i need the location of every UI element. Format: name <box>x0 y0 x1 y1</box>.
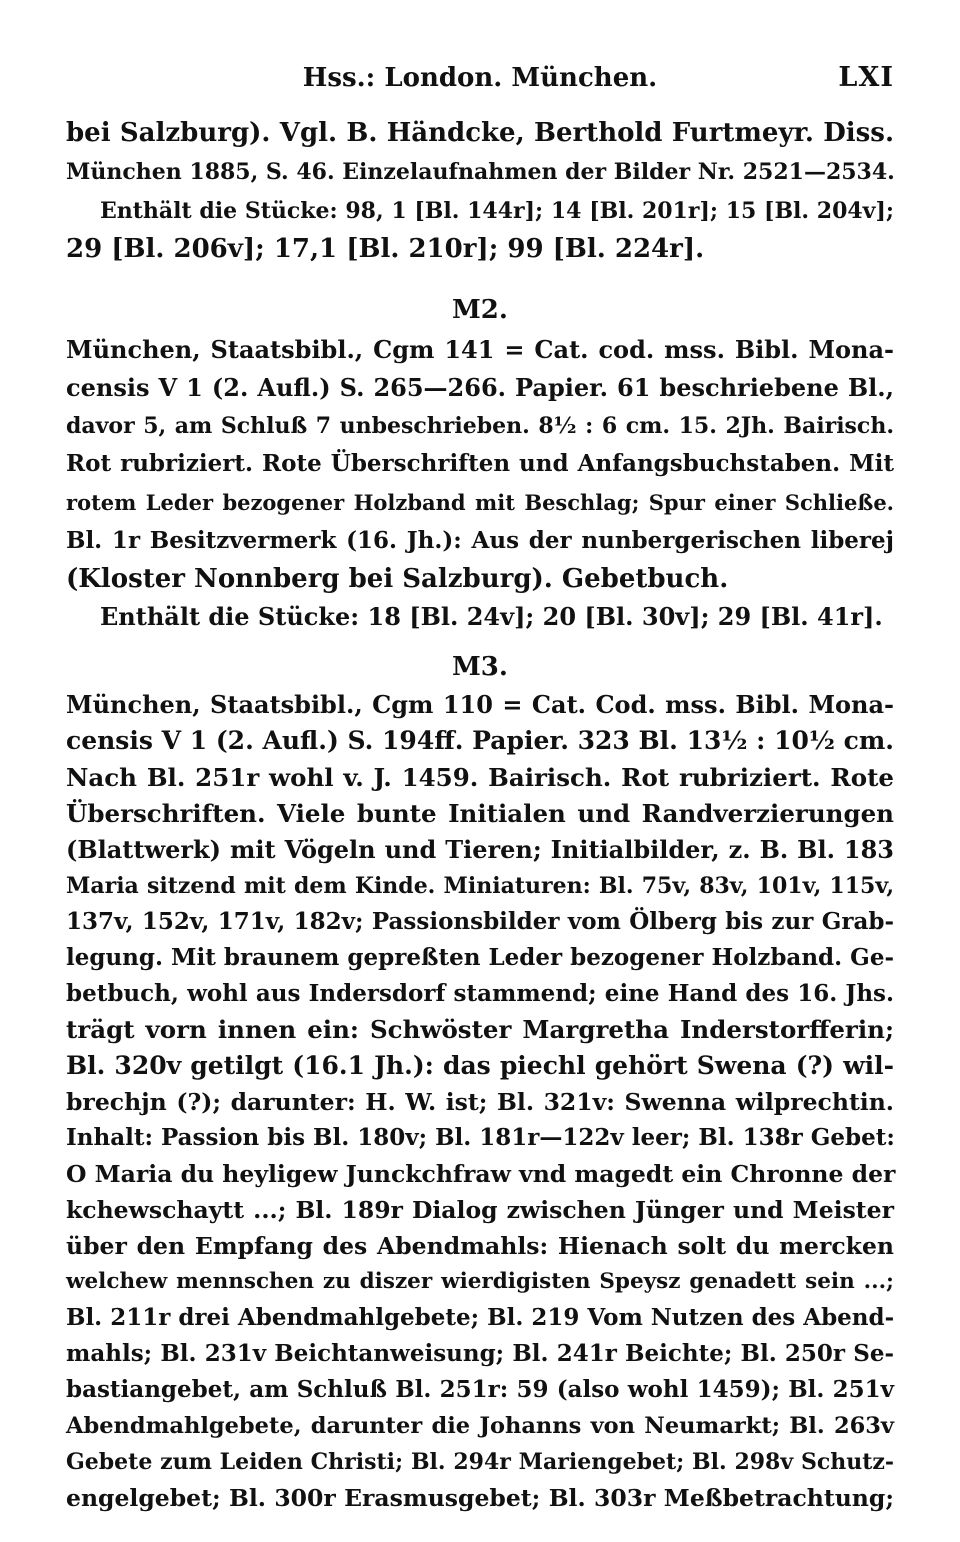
text-line: 29 [Bl. 206v]; 17,1 [Bl. 210r]; 99 [Bl. 224r]. <box>66 234 705 264</box>
text-line: engelgebet; Bl. 300r Erasmusgebet; Bl. 303r Meßbetrachtung; <box>66 1484 894 1512</box>
text-line: censis V 1 (2. Aufl.) S. 194ff. Papier. 323 Bl. 13½ : 10½ cm. <box>66 726 895 755</box>
text-line: Gebete zum Leiden Christi; Bl. 294r Mariengebet; Bl. 298v Schutz- <box>66 1449 894 1475</box>
header-title: Hss.: London. München. <box>302 63 658 93</box>
text-line: davor 5, am Schluß 7 unbeschrieben. 8½ : 6 cm. 15. 2Jh. Bairisch. <box>66 413 894 439</box>
text-line: München, Staatsbibl., Cgm 141 = Cat. cod. mss. Bibl. Mona- <box>66 335 894 364</box>
text-line: kchewschaytt ...; Bl. 189r Dialog zwischen Jünger und Meister <box>66 1196 894 1224</box>
text-line: (Blattwerk) mit Vögeln und Tieren; Initialbilder, z. B. Bl. 183 <box>66 835 894 864</box>
text-line: bastiangebet, am Schluß Bl. 251r: 59 (also wohl 1459); Bl. 251v <box>66 1376 894 1403</box>
page-number: LXI <box>838 62 894 93</box>
section-heading-m2: M2. <box>452 295 508 325</box>
text-line: Inhalt: Passion bis Bl. 180v; Bl. 181r—122v leer; Bl. 138r Gebet: <box>66 1124 895 1151</box>
text-line: censis V 1 (2. Aufl.) S. 265—266. Papier. 61 beschriebene Bl., <box>66 373 894 402</box>
text-line: betbuch, wohl aus Indersdorf stammend; eine Hand des 16. Jhs. <box>66 980 894 1007</box>
text-line: Bl. 1r Besitzvermerk (16. Jh.): Aus der nunbergerischen liberej <box>66 527 894 554</box>
text-line: München 1885, S. 46. Einzelaufnahmen der Bilder Nr. 2521—2534. <box>66 159 895 185</box>
text-line: Enthält die Stücke: 18 [Bl. 24v]; 20 [Bl. 30v]; 29 [Bl. 41r]. <box>100 602 883 631</box>
text-line: Abendmahlgebete, darunter die Johanns von Neumarkt; Bl. 263v <box>66 1413 894 1439</box>
text-line: Bl. 211r drei Abendmahlgebete; Bl. 219 Vom Nutzen des Abend- <box>66 1304 895 1331</box>
text-line: Maria sitzend mit dem Kinde. Miniaturen: Bl. 75v, 83v, 101v, 115v, <box>66 873 894 899</box>
running-header <box>66 58 894 98</box>
text-line: Bl. 320v getilgt (16.1 Jh.): das piechl gehört Swena (?) wil- <box>66 1051 894 1080</box>
text-line: legung. Mit braunem gepreßten Leder bezogener Holzband. Ge- <box>66 944 894 971</box>
text-line: brechjn (?); darunter: H. W. ist; Bl. 321v: Swenna wilprechtin. <box>66 1088 894 1116</box>
text-line: Enthält die Stücke: 98, 1 [Bl. 144r]; 14 [Bl. 201r]; 15 [Bl. 204v]; <box>100 198 894 224</box>
text-line: Überschriften. Viele bunte Initialen und Randverzierungen <box>66 799 894 828</box>
text-line: trägt vorn innen ein: Schwöster Margretha Inderstorfferin; <box>66 1015 894 1044</box>
text-line: Rot rubriziert. Rote Überschriften und Anfangsbuchstaben. Mit <box>66 450 894 477</box>
section-heading-m3: M3. <box>452 652 508 682</box>
text-line: Nach Bl. 251r wohl v. J. 1459. Bairisch. Rot rubriziert. Rote <box>66 763 894 792</box>
text-line: rotem Leder bezogener Holzband mit Beschlag; Spur einer Schließe. <box>66 490 894 515</box>
text-line: München, Staatsbibl., Cgm 110 = Cat. Cod. mss. Bibl. Mona- <box>66 690 894 719</box>
text-line: welchew mennschen zu diszer wierdigisten Speysz genadett sein ...; <box>66 1269 894 1294</box>
text-line: 137v, 152v, 171v, 182v; Passionsbilder vom Ölberg bis zur Grab- <box>66 908 894 935</box>
text-line: über den Empfang des Abendmahls: Hienach solt du mercken <box>66 1232 894 1260</box>
text-line: O Maria du heyligew Junckchfraw vnd magedt ein Chronne der <box>66 1160 896 1188</box>
text-line: (Kloster Nonnberg bei Salzburg). Gebetbuch. <box>66 564 729 594</box>
text-line: mahls; Bl. 231v Beichtanweisung; Bl. 241r Beichte; Bl. 250r Se- <box>66 1340 894 1367</box>
text-line: bei Salzburg). Vgl. B. Händcke, Berthold Furtmeyr. Diss. <box>66 118 894 148</box>
